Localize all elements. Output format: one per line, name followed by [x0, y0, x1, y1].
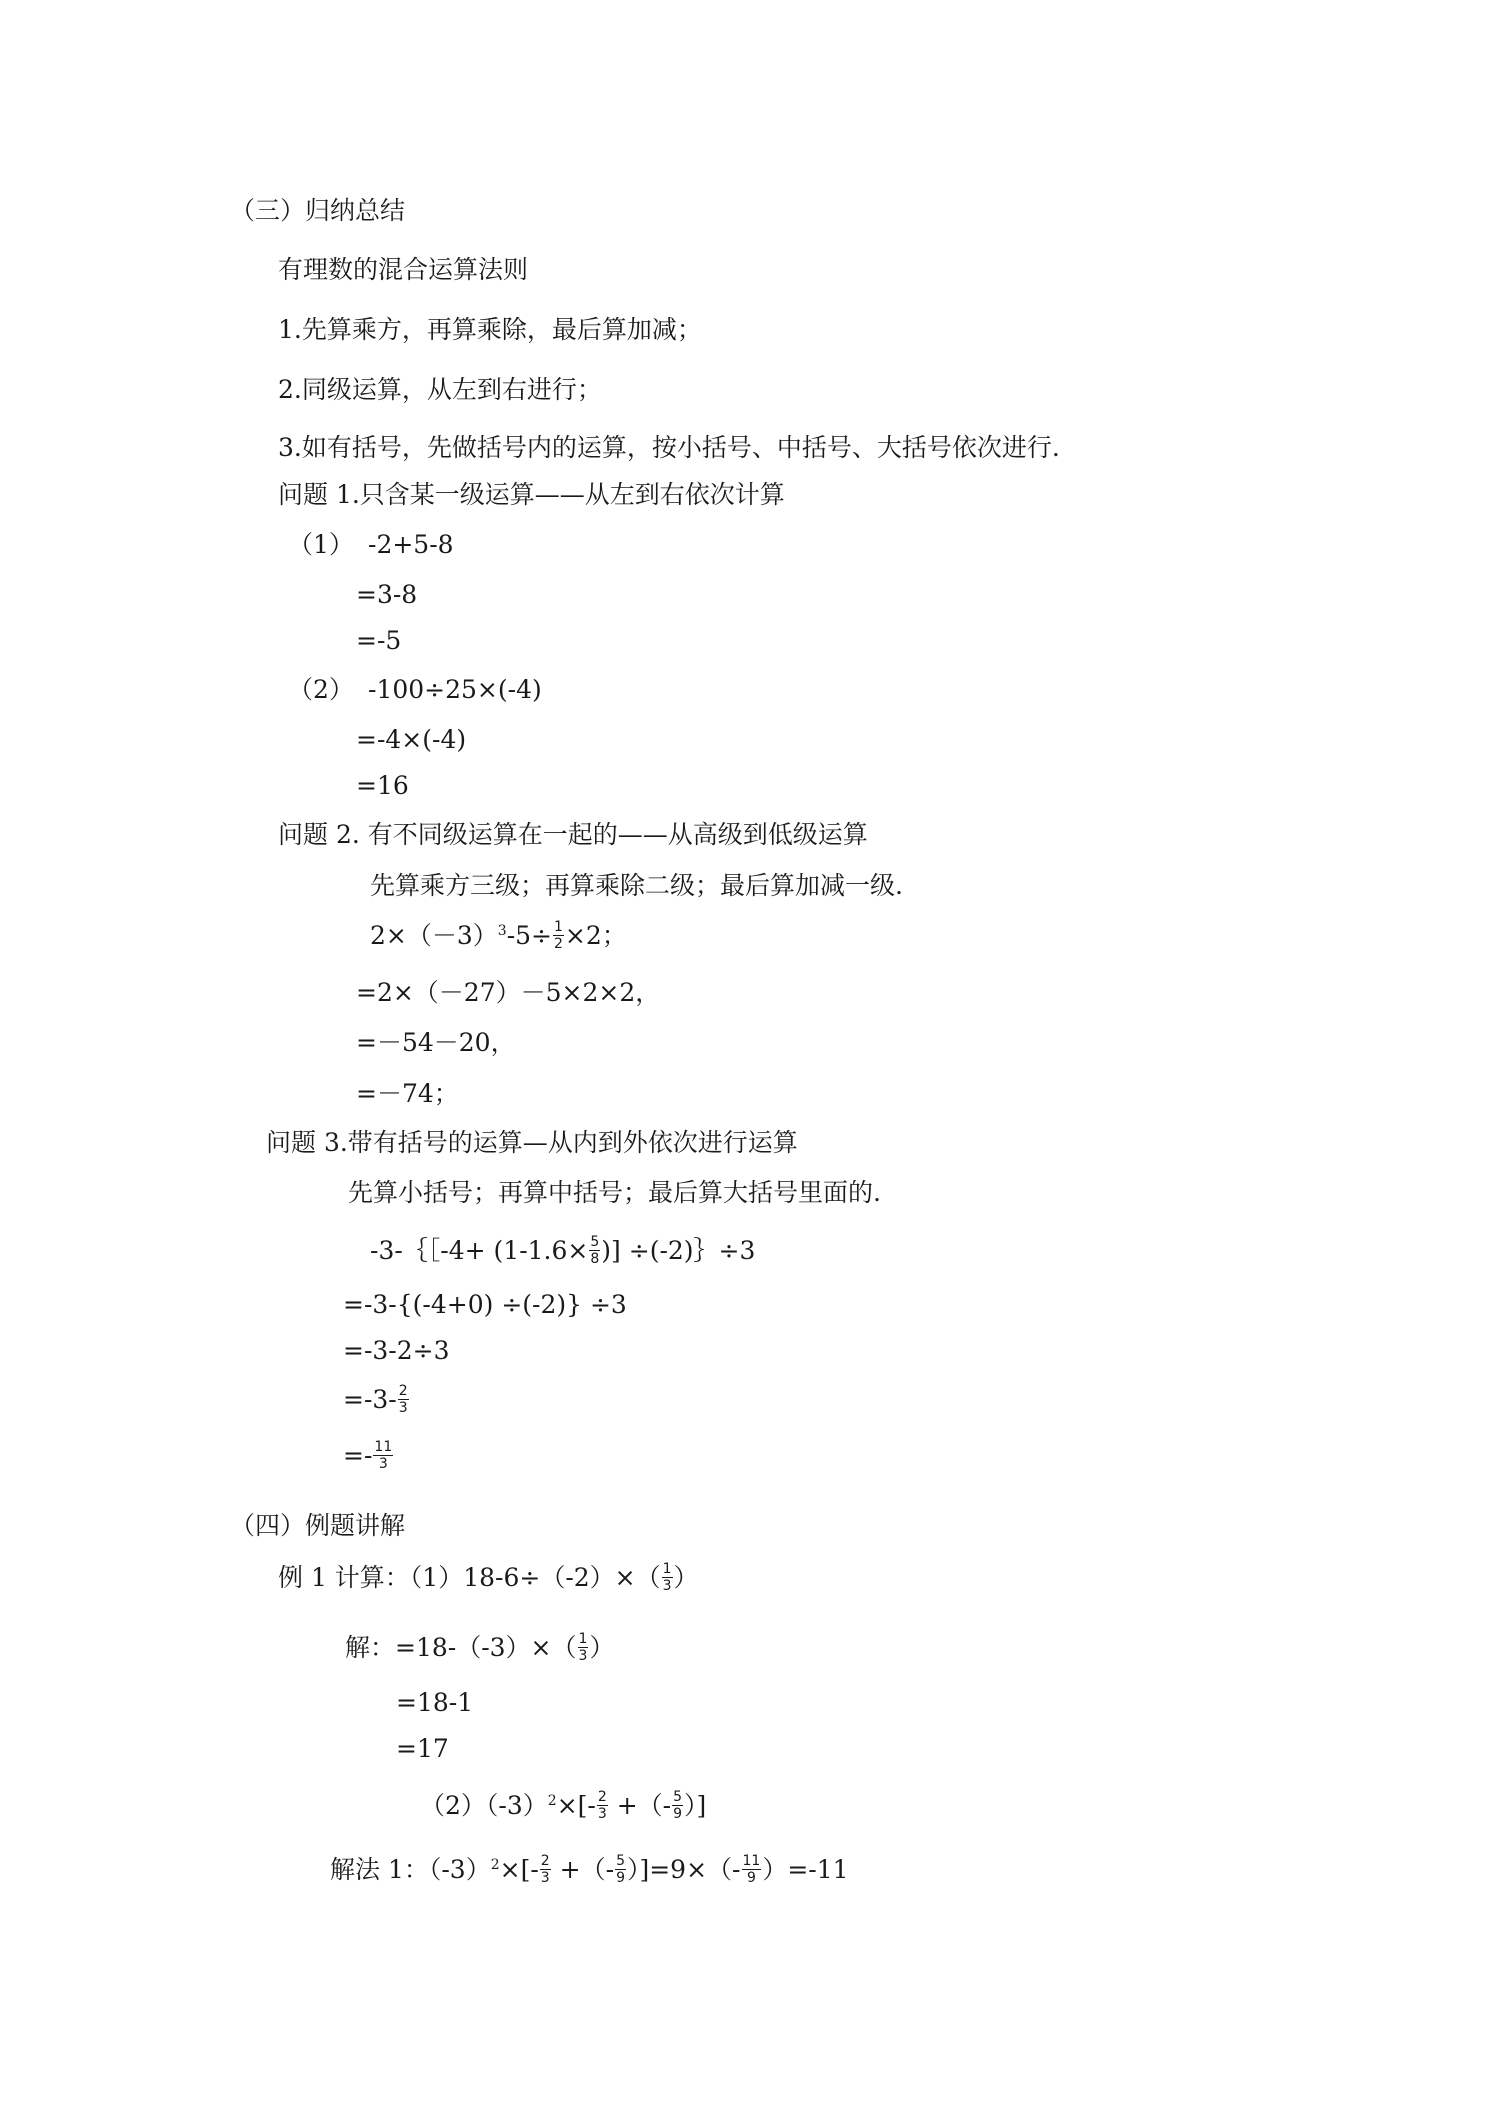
rule-1: 1.先算乘方，再算乘除，最后算加减； — [278, 315, 702, 344]
example-1-solution — [345, 1631, 615, 1665]
problem-3-expr-part-b: )] ÷(-2)｝÷3 — [601, 1236, 756, 1265]
example-1-step-1: =18-1 — [396, 1688, 474, 1717]
problem-3-desc: 先算小括号；再算中括号；最后算大括号里面的. — [348, 1178, 881, 1207]
problem-3-fraction — [589, 1235, 600, 1266]
method-1-text-e: ）=-11 — [762, 1855, 849, 1884]
method-1-exponent: 2 — [490, 1857, 500, 1873]
method-1-text-b: ×[- — [499, 1855, 539, 1884]
problem-2-step-2: =－54－20， — [356, 1028, 516, 1057]
problem-1-item-1-expr: -2+5-8 — [368, 530, 454, 559]
fraction-denominator: 9 — [746, 1870, 756, 1886]
method-1-text-c: +（- — [551, 1855, 615, 1884]
example-1-fraction — [662, 1562, 673, 1593]
example-1-solution-text-a: 解：=18-（-3）×（ — [345, 1633, 577, 1662]
example-1-step-2: =17 — [396, 1734, 449, 1763]
method-1-fraction-3 — [742, 1854, 762, 1885]
problem-2-expr-part-b: -5÷ — [506, 921, 552, 950]
problem-2-expr-part-c: ×2； — [564, 921, 627, 950]
example-1-part-2-text-d: ）] — [684, 1791, 707, 1820]
fraction-denominator: 3 — [578, 1648, 588, 1664]
problem-2-title: 问题 2. 有不同级运算在一起的——从高级到低级运算 — [278, 820, 868, 849]
fraction-denominator: 3 — [398, 1400, 408, 1416]
section-heading-3: （三）归纳总结 — [230, 196, 406, 225]
example-1-text-b: ） — [673, 1563, 699, 1592]
problem-3-step-4 — [343, 1439, 394, 1473]
fraction-numerator: 2 — [597, 1789, 607, 1805]
method-1-fraction-1 — [540, 1854, 551, 1885]
fraction-denominator: 3 — [540, 1870, 550, 1886]
example-1-part-2 — [420, 1789, 707, 1823]
fraction-denominator: 9 — [616, 1870, 625, 1886]
problem-1-item-2-label: （2） — [288, 675, 354, 704]
fraction-numerator: 1 — [662, 1561, 672, 1577]
problem-2-step-3: =－74； — [356, 1079, 459, 1108]
fraction-numerator: 5 — [616, 1853, 625, 1869]
problem-3-step-2: =-3-2÷3 — [343, 1336, 450, 1365]
rule-2: 2.同级运算，从左到右进行； — [278, 375, 602, 404]
problem-1-item-2-expr: -100÷25×(-4) — [368, 675, 542, 704]
problem-3-expr-part-a: -3-｛［-4+ (1-1.6× — [370, 1236, 589, 1265]
problem-3-step-4-text: =- — [343, 1441, 373, 1470]
problem-3-expression — [370, 1234, 756, 1268]
problem-1-title: 问题 1.只含某一级运算——从左到右依次计算 — [278, 480, 785, 509]
example-1-part-2-exponent: 2 — [547, 1793, 557, 1809]
fraction-denominator: 2 — [554, 936, 563, 952]
fraction-denominator: 9 — [673, 1806, 683, 1822]
fraction-numerator: 1 — [554, 919, 563, 935]
problem-3-step-4-fraction — [373, 1440, 393, 1471]
example-1-part-2-fraction-2 — [672, 1790, 683, 1821]
problem-2-exponent: 3 — [497, 923, 507, 939]
fraction-numerator: 11 — [742, 1853, 761, 1869]
problem-3-step-1: =-3-{(-4+0) ÷(-2)} ÷3 — [343, 1290, 627, 1319]
fraction-denominator: 8 — [590, 1251, 600, 1267]
problem-1-item-2-step-1: =-4×(-4) — [356, 725, 467, 754]
example-1-text-a: 例 1 计算：（1）18-6÷（-2）×（ — [278, 1563, 661, 1592]
problem-2-desc: 先算乘方三级；再算乘除二级；最后算加减一级. — [370, 871, 903, 900]
problem-3-step-3-fraction — [398, 1384, 409, 1415]
rules-title: 有理数的混合运算法则 — [278, 255, 529, 284]
rule-3: 3.如有括号，先做括号内的运算，按小括号、中括号、大括号依次进行. — [278, 433, 1060, 462]
fraction-numerator: 2 — [540, 1853, 550, 1869]
problem-3-step-3-text: =-3- — [343, 1385, 397, 1414]
method-1-solution — [330, 1853, 849, 1887]
example-1-solution-text-b: ） — [589, 1633, 615, 1662]
problem-2-step-1: =2×（－27）－5×2×2， — [356, 978, 661, 1007]
problem-1-item-1-step-2: =-5 — [356, 626, 402, 655]
fraction-denominator: 3 — [378, 1456, 388, 1472]
example-1-part-2-text-a: （2）（-3） — [420, 1791, 548, 1820]
problem-3-step-3 — [343, 1383, 410, 1417]
problem-3-title: 问题 3.带有括号的运算—从内到外依次进行运算 — [266, 1128, 798, 1157]
fraction-numerator: 5 — [673, 1789, 683, 1805]
problem-1-item-1-step-1: =3-8 — [356, 580, 418, 609]
method-1-text-a: 解法 1：（-3） — [330, 1855, 491, 1884]
problem-2-expression — [370, 919, 627, 953]
example-1-part-2-text-b: ×[- — [556, 1791, 596, 1820]
example-1-part-2-text-c: +（- — [608, 1791, 672, 1820]
problem-1-item-1-label: （1） — [288, 530, 354, 559]
fraction-numerator: 5 — [590, 1234, 600, 1250]
fraction-denominator: 3 — [662, 1578, 672, 1594]
fraction-numerator: 2 — [398, 1383, 408, 1399]
example-1-line — [278, 1561, 699, 1595]
problem-2-expr-part-a: 2×（－3） — [370, 921, 498, 950]
method-1-text-d: ）]=9×（- — [626, 1855, 741, 1884]
problem-2-fraction — [553, 920, 564, 951]
fraction-numerator: 1 — [578, 1631, 588, 1647]
example-1-solution-fraction — [578, 1632, 589, 1663]
section-heading-4: （四）例题讲解 — [230, 1511, 406, 1540]
fraction-denominator: 3 — [597, 1806, 607, 1822]
fraction-numerator: 11 — [374, 1439, 393, 1455]
problem-1-item-2-step-2: =16 — [356, 771, 409, 800]
example-1-part-2-fraction-1 — [597, 1790, 608, 1821]
method-1-fraction-2 — [615, 1854, 626, 1885]
